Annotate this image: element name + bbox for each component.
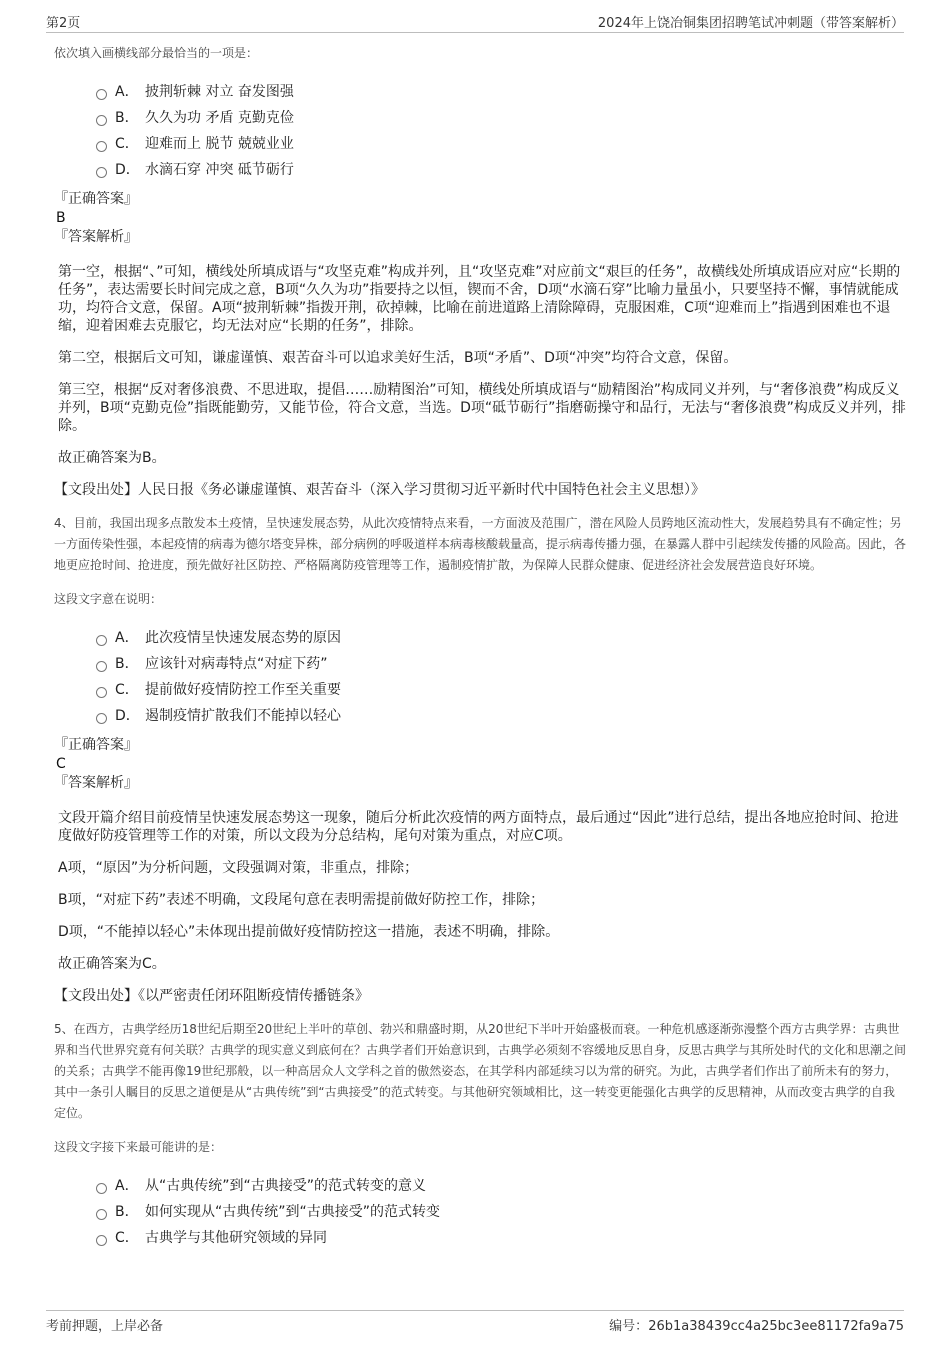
analysis-paragraph: 第三空，根据“反对奢侈浪费、不思进取，提倡……励精图治”可知，横线处所填成语与“励精图治”构成同义并列，与“奢侈浪费”构成反义并列，B项“克勤克俭”指既能勤劳，又能节俭，符合文意，当选。D项“砥节砺行”指磨砺操守和品行，无法与“奢侈浪费”构成反义并列，排除。: [58, 382, 906, 434]
option-b[interactable]: [96, 105, 906, 131]
page-number: 第2页: [46, 16, 81, 31]
radio-icon[interactable]: [96, 661, 107, 672]
option-list: [96, 1173, 906, 1251]
option-b[interactable]: [96, 1199, 906, 1225]
option-a[interactable]: [96, 1173, 906, 1199]
option-text: 此次疫情呈快速发展态势的原因: [145, 630, 341, 646]
radio-icon[interactable]: [96, 1209, 107, 1220]
analysis-label: 『答案解析』: [54, 775, 138, 791]
radio-icon[interactable]: [96, 635, 107, 646]
code-label: 编号：: [609, 1319, 649, 1334]
option-letter: A．: [115, 84, 139, 100]
document-code: [609, 1315, 904, 1334]
analysis-paragraph: 文段开篇介绍目前疫情呈快速发展态势这一现象，随后分析此次疫情的两方面特点，最后通过“因此”进行总结，提出各地应抢时间、抢进度做好防疫管理等工作的对策，所以文段为分总结构，尾句对策为重点，对应C项。: [58, 810, 899, 844]
option-a[interactable]: [96, 79, 906, 105]
option-text: 如何实现从“古典传统”到“古典接受”的范式转变: [145, 1204, 441, 1220]
option-text: 古典学与其他研究领域的异同: [145, 1230, 327, 1246]
option-letter: A．: [115, 630, 139, 646]
radio-icon[interactable]: [96, 141, 107, 152]
analysis-conclusion: 故正确答案为B。: [58, 450, 166, 466]
source-citation: 【文段出处】《以严密责任闭环阻断疫情传播链条》: [54, 988, 369, 1004]
option-text: 遏制疫情扩散我们不能掉以轻心: [145, 708, 341, 724]
radio-icon[interactable]: [96, 1235, 107, 1246]
option-c[interactable]: [96, 131, 906, 157]
option-text: 应该针对病毒特点“对症下药”: [145, 656, 328, 672]
option-text: 提前做好疫情防控工作至关重要: [145, 682, 341, 698]
analysis-paragraph: A项，“原因”为分析问题，文段强调对策，非重点，排除；: [58, 860, 419, 876]
document-title: 2024年上饶冶铜集团招聘笔试冲刺题（带答案解析）: [597, 16, 904, 31]
option-letter: D．: [115, 162, 140, 178]
answer-label: 『正确答案』: [54, 191, 138, 207]
option-text: 披荆斩棘 对立 奋发图强: [145, 84, 294, 100]
option-letter: B．: [115, 656, 139, 672]
option-letter: A．: [115, 1178, 139, 1194]
option-letter: C．: [115, 682, 139, 698]
radio-icon[interactable]: [96, 713, 107, 724]
option-list: [96, 625, 906, 729]
question-text: 4、目前，我国出现多点散发本土疫情，呈快速发展态势，从此次疫情特点来看，一方面波及范围广，潜在风险人员跨地区流动性大，发展趋势具有不确定性；另一方面传染性强，本起疫情的病毒为德尔塔变异株，部分病例的呼吸道样本病毒核酸载量高，提示病毒传播力强，在暴露人群中引起续发传播的风险高。因此，各地更应抢时间、抢进度，预先做好社区防控、严格隔离防疫管理等工作，遏制疫情扩散，为保障人民群众健康、促进经济社会发展营造良好环境。: [54, 516, 907, 572]
footer-slogan: 考前押题，上岸必备: [46, 1319, 164, 1334]
option-letter: C．: [115, 1230, 139, 1246]
option-text: 迎难而上 脱节 兢兢业业: [145, 136, 294, 152]
page-header: [46, 10, 904, 33]
page-content: [46, 44, 906, 1257]
option-d[interactable]: [96, 157, 906, 183]
question-prompt: 这段文字接下来最可能讲的是：: [54, 1140, 223, 1154]
analysis-paragraph: 第二空，根据后文可知，谦虚谨慎、艰苦奋斗可以追求美好生活，B项“矛盾”、D项“冲突”均符合文意，保留。: [58, 350, 738, 366]
answer-value: B: [56, 210, 66, 226]
radio-icon[interactable]: [96, 115, 107, 126]
option-c[interactable]: [96, 1225, 906, 1251]
source-citation: 【文段出处】人民日报《务必谦虚谨慎、艰苦奋斗（深入学习贯彻习近平新时代中国特色社会主义思想）》: [54, 482, 705, 498]
option-d[interactable]: [96, 703, 906, 729]
question-text: 5、在西方，古典学经历18世纪后期至20世纪上半叶的草创、勃兴和鼎盛时期，从20世纪下半叶开始盛极而衰。一种危机感逐渐弥漫整个西方古典学界：古典世界和当代世界究竟有何关联？古典学的现实意义到底何在？古典学者们开始意识到，古典学必须刻不容缓地反思自身，反思古典学与其所处时代的文化和思潮之间的关系；古典学不能再像19世纪那般，以一种高居众人文学科之首的傲然姿态，在其学科内部延续习以为常的研究。为此，古典学者们作出了前所未有的努力，其中一条引人瞩目的反思之道便是从“古典传统”到“古典接受”的范式转变。与其他研究领域相比，这一转变更能强化古典学的反思精神，从而改变古典学的自我定位。: [54, 1022, 907, 1120]
answer-value: C: [56, 756, 66, 772]
option-letter: B．: [115, 110, 139, 126]
question-prompt: 这段文字意在说明：: [54, 592, 163, 606]
radio-icon[interactable]: [96, 687, 107, 698]
analysis-conclusion: 故正确答案为C。: [58, 956, 166, 972]
option-list: [96, 79, 906, 183]
option-letter: C．: [115, 136, 139, 152]
option-a[interactable]: [96, 625, 906, 651]
option-text: 水滴石穿 冲突 砥节砺行: [145, 162, 294, 178]
analysis-paragraph: D项，“不能掉以轻心”未体现出提前做好疫情防控这一措施，表述不明确，排除。: [58, 924, 560, 940]
question-prompt: 依次填入画横线部分最恰当的一项是：: [54, 46, 259, 60]
answer-label: 『正确答案』: [54, 737, 138, 753]
option-text: 从“古典传统”到“古典接受”的范式转变的意义: [145, 1178, 427, 1194]
radio-icon[interactable]: [96, 167, 107, 178]
code-value: 26b1a38439cc4a25bc3ee81172fa9a75: [648, 1319, 904, 1334]
option-c[interactable]: [96, 677, 906, 703]
analysis-paragraph: B项，“对症下药”表述不明确，文段尾句意在表明需提前做好防控工作，排除；: [58, 892, 545, 908]
analysis-paragraph: 第一空，根据“、”可知，横线处所填成语与“攻坚克难”构成并列，且“攻坚克难”对应前文“艰巨的任务”，故横线处所填成语应对应“长期的任务”，表达需要长时间完成之意，B项“久久为功”指要持之以恒，锲而不舍，D项“水滴石穿”比喻力量虽小，只要坚持不懈，事情就能成功，均符合文意，保留。A项“披荆斩棘”指拨开荆，砍掉棘，比喻在前进道路上清除障碍，克服困难，C项“迎难而上”指遇到困难也不退缩，迎着困难去克服它，均无法对应“长期的任务”，排除。: [58, 264, 901, 334]
radio-icon[interactable]: [96, 1183, 107, 1194]
option-letter: B．: [115, 1204, 139, 1220]
option-letter: D．: [115, 708, 140, 724]
option-b[interactable]: [96, 651, 906, 677]
option-text: 久久为功 矛盾 克勤克俭: [145, 110, 294, 126]
radio-icon[interactable]: [96, 89, 107, 100]
page-footer: [46, 1310, 904, 1335]
analysis-label: 『答案解析』: [54, 229, 138, 245]
